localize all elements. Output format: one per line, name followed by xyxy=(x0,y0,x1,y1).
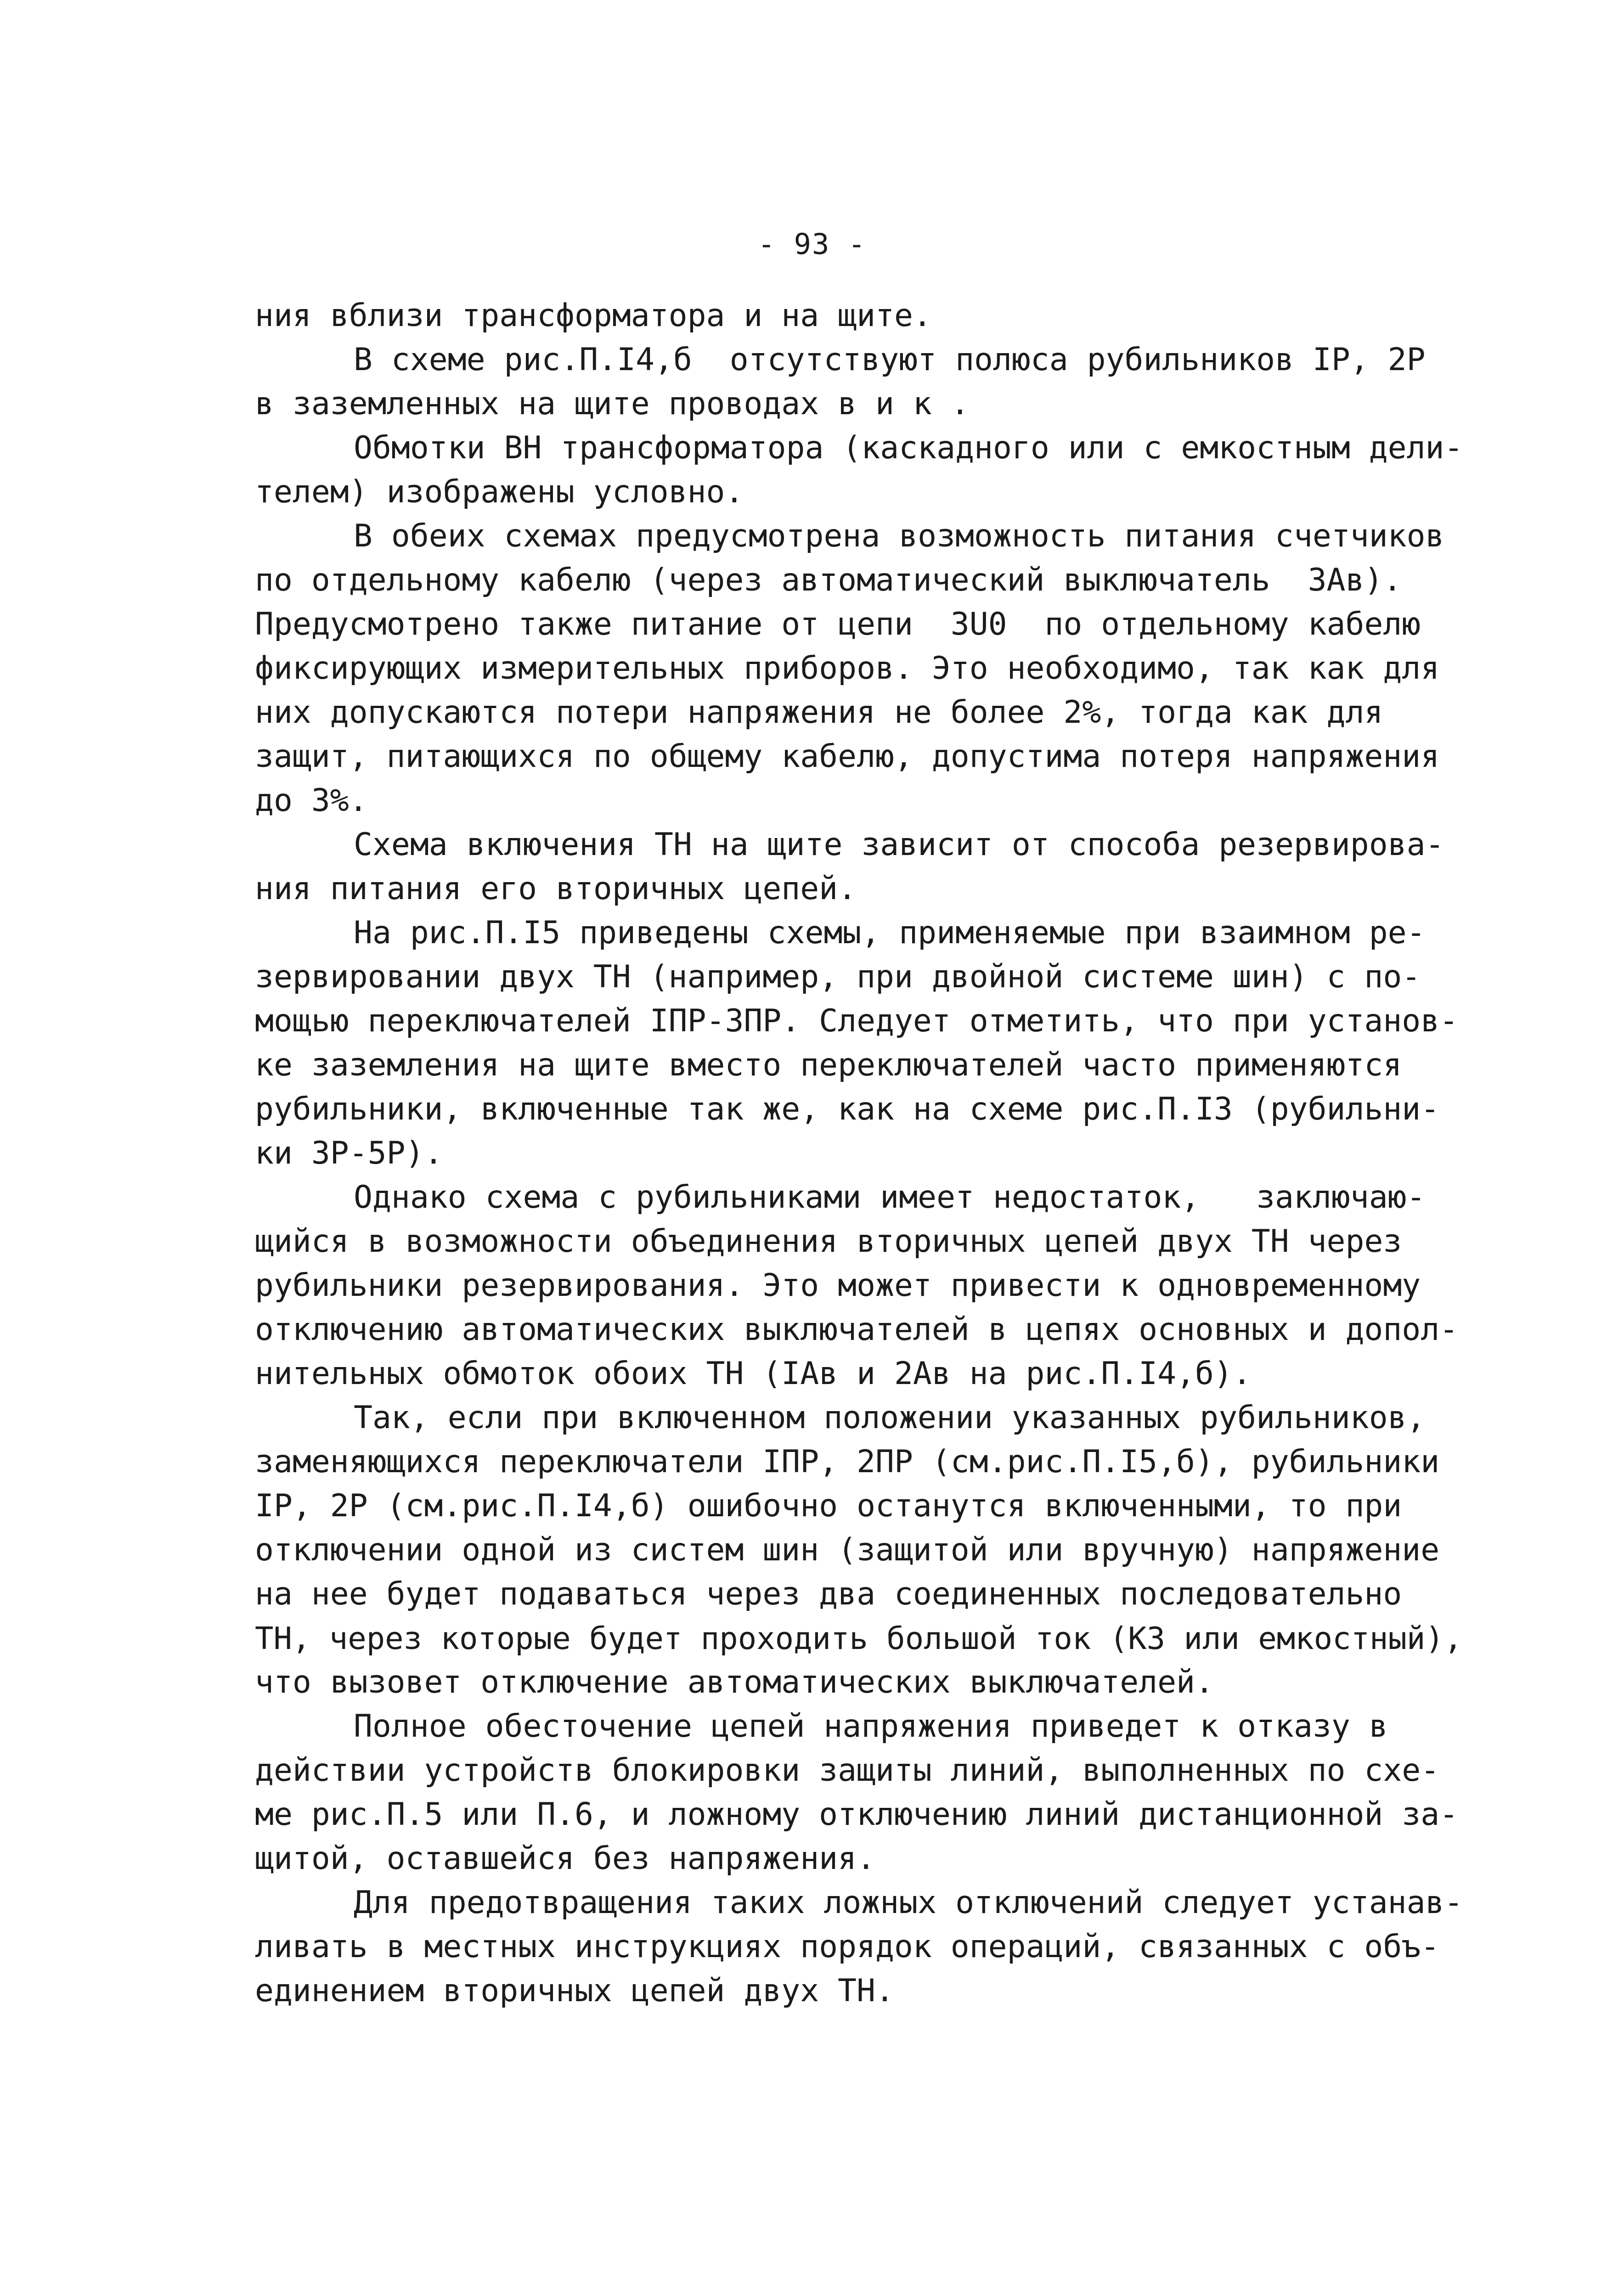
text-line: нительных обмоток обоих ТН (IАв и 2Ав на рис.П.I4,б). xyxy=(255,1356,1252,1392)
text-line: единением вторичных цепей двух ТН. xyxy=(255,1973,894,2009)
text-line: защит, питающихся по общему кабелю, допустима потеря напряжения xyxy=(255,738,1440,775)
text-line: В обеих схемах предусмотрена возможность питания счетчиков xyxy=(354,518,1444,554)
text-line: Для предотвращения таких ложных отключений следует устанав- xyxy=(354,1885,1463,1921)
text-line: рубильники резервирования. Это может привести к одновременному xyxy=(255,1267,1421,1304)
text-line: в заземленных на щите проводах в и к . xyxy=(255,386,970,422)
text-line: Предусмотрено также питание от цепи 3U0 по отдельному кабелю xyxy=(255,606,1421,642)
text-line: ния вблизи трансформатора и на щите. xyxy=(255,298,932,334)
text-line: ТН, через которые будет проходить большой ток (КЗ или емкостный), xyxy=(255,1621,1463,1656)
text-line: мощью переключателей IПР-3ПР. Следует отметить, что при установ- xyxy=(255,1003,1459,1039)
text-line: по отдельному кабелю (через автоматический выключатель 3Ав). xyxy=(255,562,1402,598)
text-line: рубильники, включенные так же, как на схеме рис.П.I3 (рубильни- xyxy=(255,1091,1440,1127)
text-line: Полное обесточение цепей напряжения приведет к отказу в xyxy=(354,1708,1388,1745)
text-line: действии устройств блокировки защиты линий, выполненных по схе- xyxy=(255,1752,1440,1789)
text-line: IР, 2Р (см.рис.П.I4,б) ошибочно останутся включенными, то при xyxy=(255,1488,1402,1524)
page-number: - 93 - xyxy=(758,227,866,261)
text-line: фиксирующих измерительных приборов. Это необходимо, так как для xyxy=(255,650,1440,687)
text-line: ки 3Р-5Р). xyxy=(255,1135,443,1171)
text-line: что вызовет отключение автоматических выключателей. xyxy=(255,1664,1214,1700)
text-line: отключению автоматических выключателей в цепях основных и допол- xyxy=(255,1311,1459,1348)
text-line: Так, если при включенном положении указанных рубильников, xyxy=(354,1400,1426,1436)
text-line: телем) изображены условно. xyxy=(255,474,744,510)
text-line: Однако схема с рубильниками имеет недостаток, заключаю- xyxy=(354,1179,1426,1216)
text-line: щийся в возможности объединения вторичных цепей двух ТН через xyxy=(255,1223,1402,1260)
text-line: щитой, оставшейся без напряжения. xyxy=(255,1840,876,1877)
text-line: ливать в местных инструкциях порядок операций, связанных с объ- xyxy=(255,1929,1440,1965)
body-text xyxy=(255,294,1463,2013)
text-line: них допускаются потери напряжения не более 2%, тогда как для xyxy=(255,694,1383,731)
text-line: В схеме рис.П.I4,б отсутствуют полюса рубильников IР, 2Р xyxy=(354,342,1426,378)
text-line: Схема включения ТН на щите зависит от способа резервирова- xyxy=(354,827,1444,863)
text-line: на нее будет подаваться через два соединенных последовательно xyxy=(255,1576,1402,1612)
text-line: заменяющихся переключатели IПР, 2ПР (см.рис.П.I5,б), рубильники xyxy=(255,1444,1440,1480)
text-line: ке заземления на щите вместо переключателей часто применяются xyxy=(255,1047,1402,1083)
text-line: ния питания его вторичных цепей. xyxy=(255,871,857,907)
text-line: ме рис.П.5 или П.6, и ложному отключению линий дистанционной за- xyxy=(255,1796,1459,1833)
text-line: до 3%. xyxy=(255,782,368,819)
text-line: отключении одной из систем шин (защитой или вручную) напряжение xyxy=(255,1532,1440,1568)
text-line: зервировании двух ТН (например, при двойной системе шин) с по- xyxy=(255,959,1421,995)
text-line: На рис.П.I5 приведены схемы, применяемые при взаимном ре- xyxy=(354,915,1426,951)
text-line: Обмотки ВН трансформатора (каскадного или с емкостным дели- xyxy=(354,430,1463,466)
